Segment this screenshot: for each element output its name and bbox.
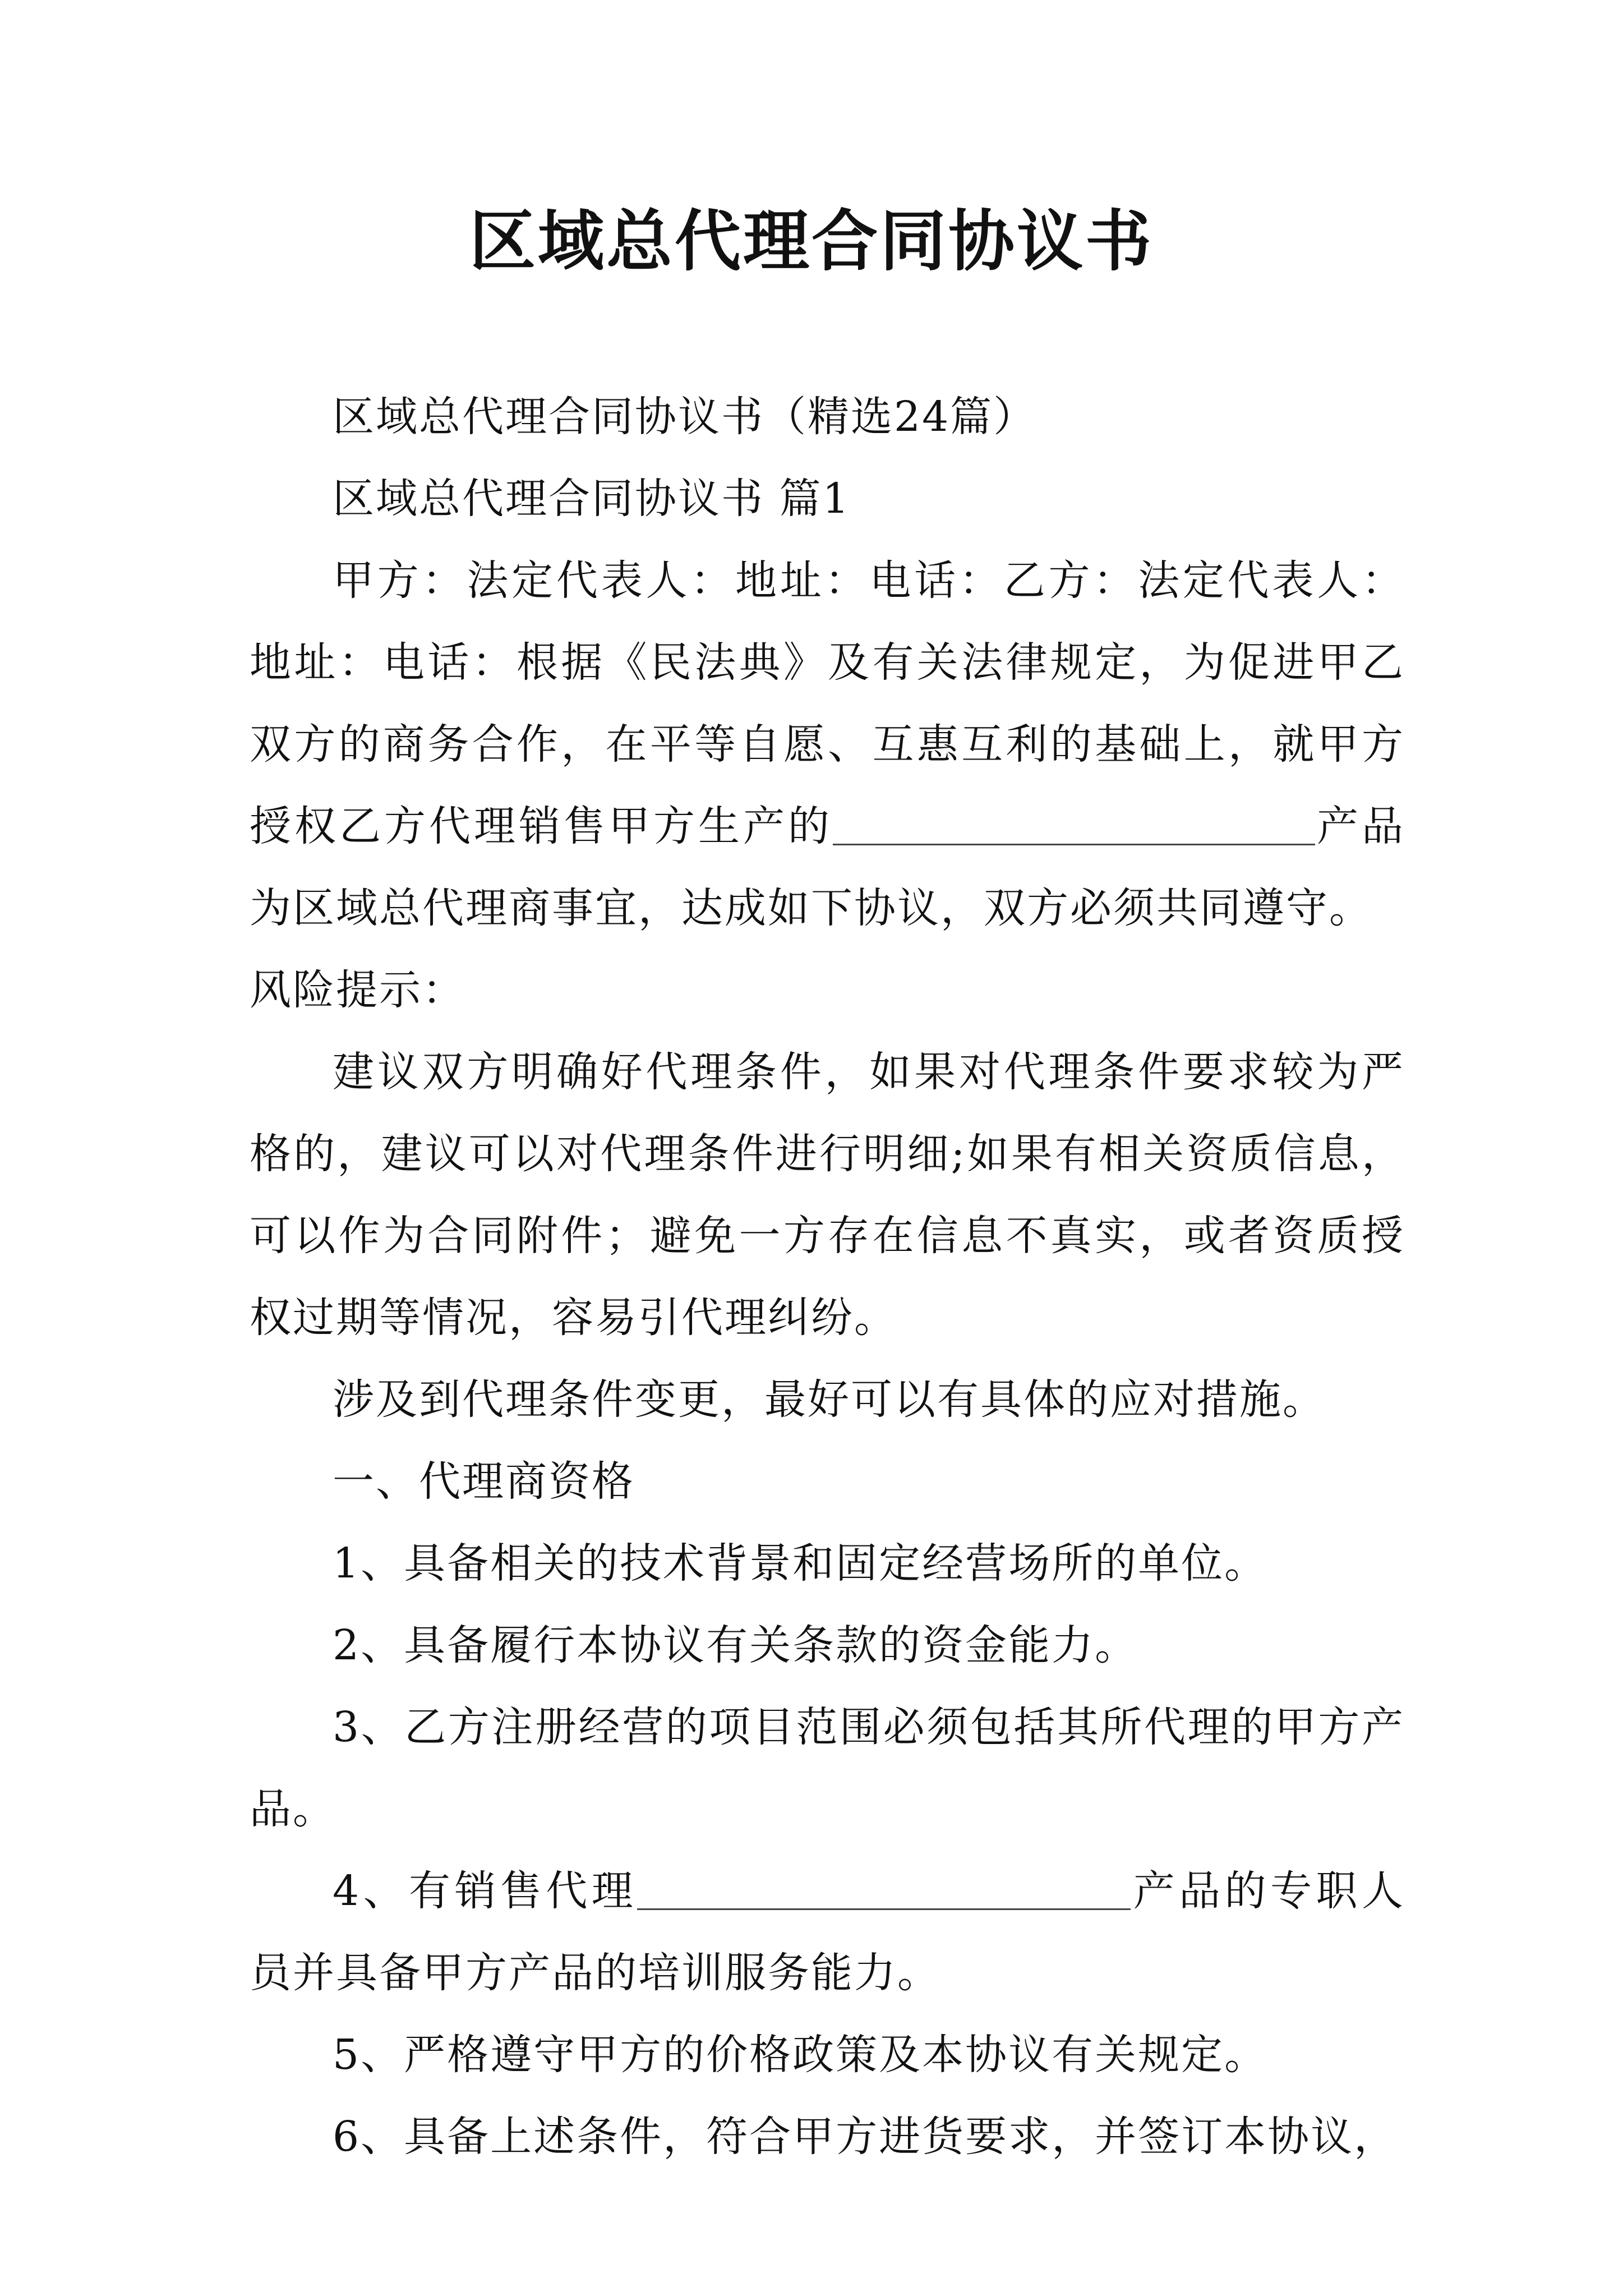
list-item: 1、具备相关的技术背景和固定经营场所的单位。	[333, 1539, 1268, 1588]
item4-text: 4、有销售代理	[333, 1867, 638, 1915]
chapter-heading: 区域总代理合同协议书 篇1	[333, 475, 851, 523]
change-note: 涉及到代理条件变更，最好可以有具体的应对措施。	[333, 1375, 1326, 1424]
risk-paragraph: 建议双方明确好代理条件，如果对代理条件要求较为严格的，建议可以对代理条件进行明细;如果有相关资质信息，可以作为合同附件；避免一方存在信息不真实，或者资质授权过期等情况，容易引代理纠纷。	[250, 1048, 1405, 1342]
parties-text-continued: 产品为区域总代理商事宜，达成如下协议，双方必须共同遵守。	[250, 802, 1405, 932]
product-blank-line	[833, 802, 1315, 845]
agent-product-blank-line	[637, 1867, 1131, 1910]
list-item: 5、严格遵守甲方的价格政策及本协议有关规定。	[333, 2031, 1268, 2079]
list-item: 6、具备上述条件，符合甲方进货要求，并签订本协议，	[333, 2113, 1398, 2161]
parties-paragraph	[250, 540, 1405, 949]
section-heading: 一、代理商资格	[333, 1457, 635, 1506]
list-item: 2、具备履行本协议有关条款的资金能力。	[333, 1621, 1138, 1669]
parties-text: 甲方：法定代表人：地址：电话：乙方：法定代表人：地址：电话：根据《民法典》及有关法律规定，为促进甲乙双方的商务合作，在平等自愿、互惠互利的基础上，就甲方授权乙方代理销售甲方生产的	[250, 556, 1405, 850]
item4-text-continued: 产品的专职人员并具备甲方产品的培训服务能力。	[250, 1867, 1405, 1997]
list-item: 3、乙方注册经营的项目范围必须包括其所代理的甲方产品。	[250, 1703, 1405, 1833]
document-subtitle: 区域总代理合同协议书（精选24篇）	[333, 393, 1037, 441]
document-body	[250, 376, 1405, 2178]
list-item	[250, 1850, 1405, 2014]
document-title: 区域总代理合同协议书	[469, 202, 1154, 280]
risk-label: 风险提示：	[250, 966, 465, 1014]
